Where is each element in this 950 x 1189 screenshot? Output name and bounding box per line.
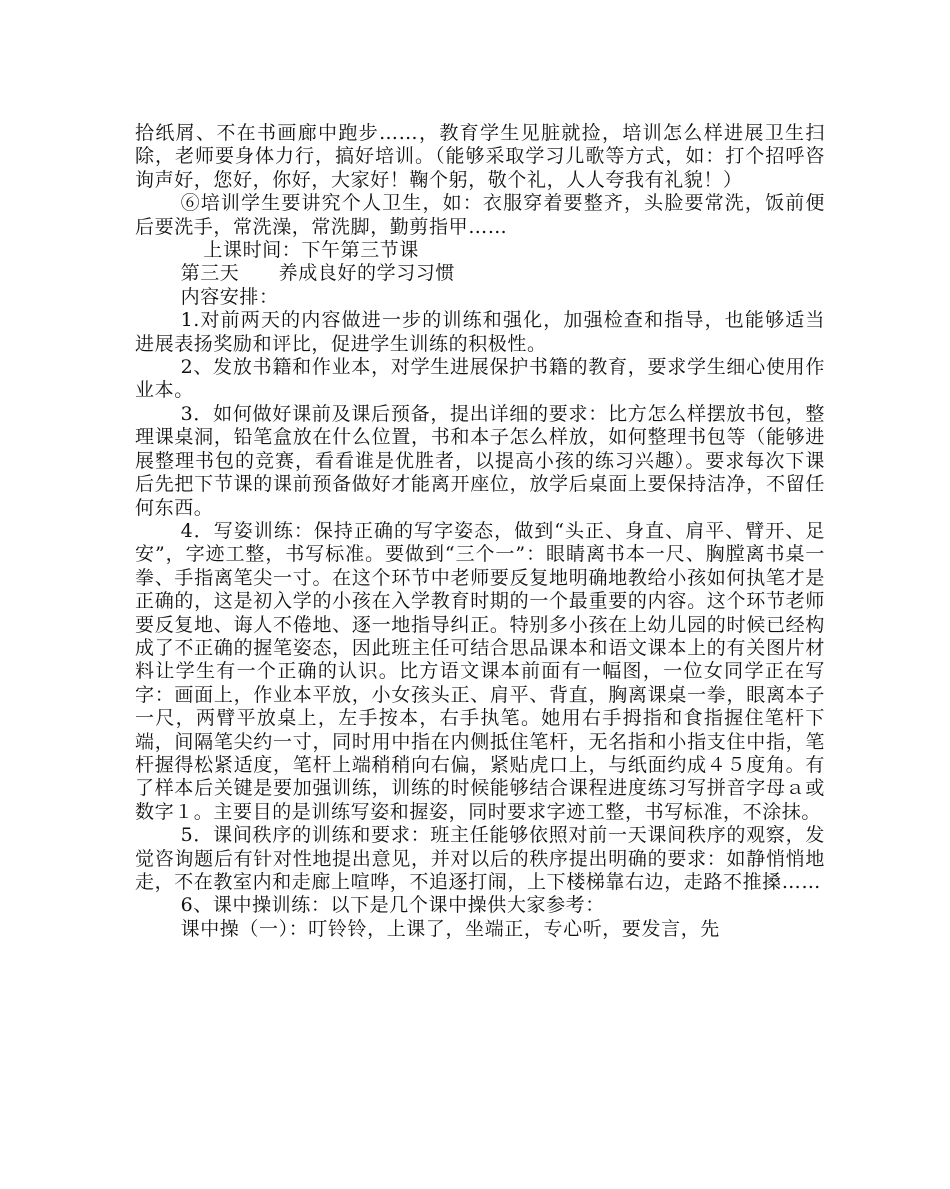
paragraph-exercise-one: 课中操（一）：叮铃铃，上课了，坐端正，专心听，要发言，先: [180, 917, 720, 940]
list-item-4: 4．写姿训练：保持正确的写字姿态，做到“头正、身直、肩平、臂开、足安”，字迹工整，书写标准。要做到“三个一”：眼睛离书本一尺、胸膛离书桌一拳、手指离笔尖一寸。在这个环节中老师要反复地明确地教给小孩如何执笔才是正确的，这是初入学的小孩在入学教育时期的一个最重要的内容。这个环节老师要反复地、诲人不倦地、逐一地指导纠正。特别多小孩在上幼儿园的时候已经构成了不正确的握笔姿态，因此班主任可结合思品课本和语文课本上的有关图片材料让学生有一个正确的认识。比方语文课本前面有一幅图，一位女同学正在写字：画面上，作业本平放，小女孩头正、肩平、背直，胸离课桌一拳，眼离本子一尺，两臂平放桌上，左手按本，右手执笔。她用右手拇指和食指握住笔杆下端，间隔笔尖约一寸，同时用中指在内侧抵住笔杆，无名指和小指支住中指，笔杆握得松紧适度，笔杆上端稍稍向右偏，紧贴虎口上，与纸面约成４５度角。有了样本后关键是要加强训练，训练的时候能够结合课程进度练习写拼音字母ａ或数字１。主要目的是训练写姿和握姿，同时要求字迹工整，书写标准，不涂抹。: [135, 519, 825, 823]
list-item-6: 6、课中操训练：以下是几个课中操供大家参考：: [180, 894, 605, 917]
list-item-2: 2、发放书籍和作业本，对学生进展保护书籍的教育，要求学生细心使用作业本。: [135, 356, 825, 402]
list-item-1: 1.对前两天的内容做进一步的训练和强化，加强检查和指导，也能够适当进展表扬奖励和评比，促进学生训练的积极性。: [135, 309, 825, 355]
section-heading-day-three: 第三天 养成良好的学习习惯: [180, 262, 455, 285]
list-item-5: 5．课间秩序的训练和要求：班主任能够依照对前一天课间秩序的观察，发觉咨询题后有针对性地提出意见，并对以后的秩序提出明确的要求：如静悄悄地走，不在教室内和走廊上喧哗，不追逐打闹，上下楼梯靠右边，走路不推搡……: [135, 824, 825, 893]
document-body: [135, 122, 825, 941]
paragraph-hygiene-training: 拾纸屑、不在书画廊中跑步……，教育学生见脏就捡，培训怎么样进展卫生扫除，老师要身体力行，搞好培训。（能够采取学习儿歌等方式，如：打个招呼咨询声好，您好，你好，大家好！鞠个躬，敬个礼，人人夸我有礼貌！）: [135, 122, 825, 191]
paragraph-class-time: 上课时间：下午第三节课: [203, 239, 419, 262]
list-item-3: 3．如何做好课前及课后预备，提出详细的要求：比方怎么样摆放书包，整理课桌洞，铅笔盒放在什么位置，书和本子怎么样放，如何整理书包等（能够进展整理书包的竞赛，看看谁是优胜者，以提高小孩的练习兴趣）。要求每次下课后先把下节课的课前预备做好才能离开座位，放学后桌面上要保持洁净，不留任何东西。: [135, 402, 825, 519]
paragraph-personal-hygiene: ⑥培训学生要讲究个人卫生，如：衣服穿着要整齐，头脸要常洗，饭前便后要洗手，常洗澡，常洗脚，勤剪指甲……: [135, 192, 825, 238]
paragraph-content-arrangement: 内容安排：: [180, 285, 279, 308]
